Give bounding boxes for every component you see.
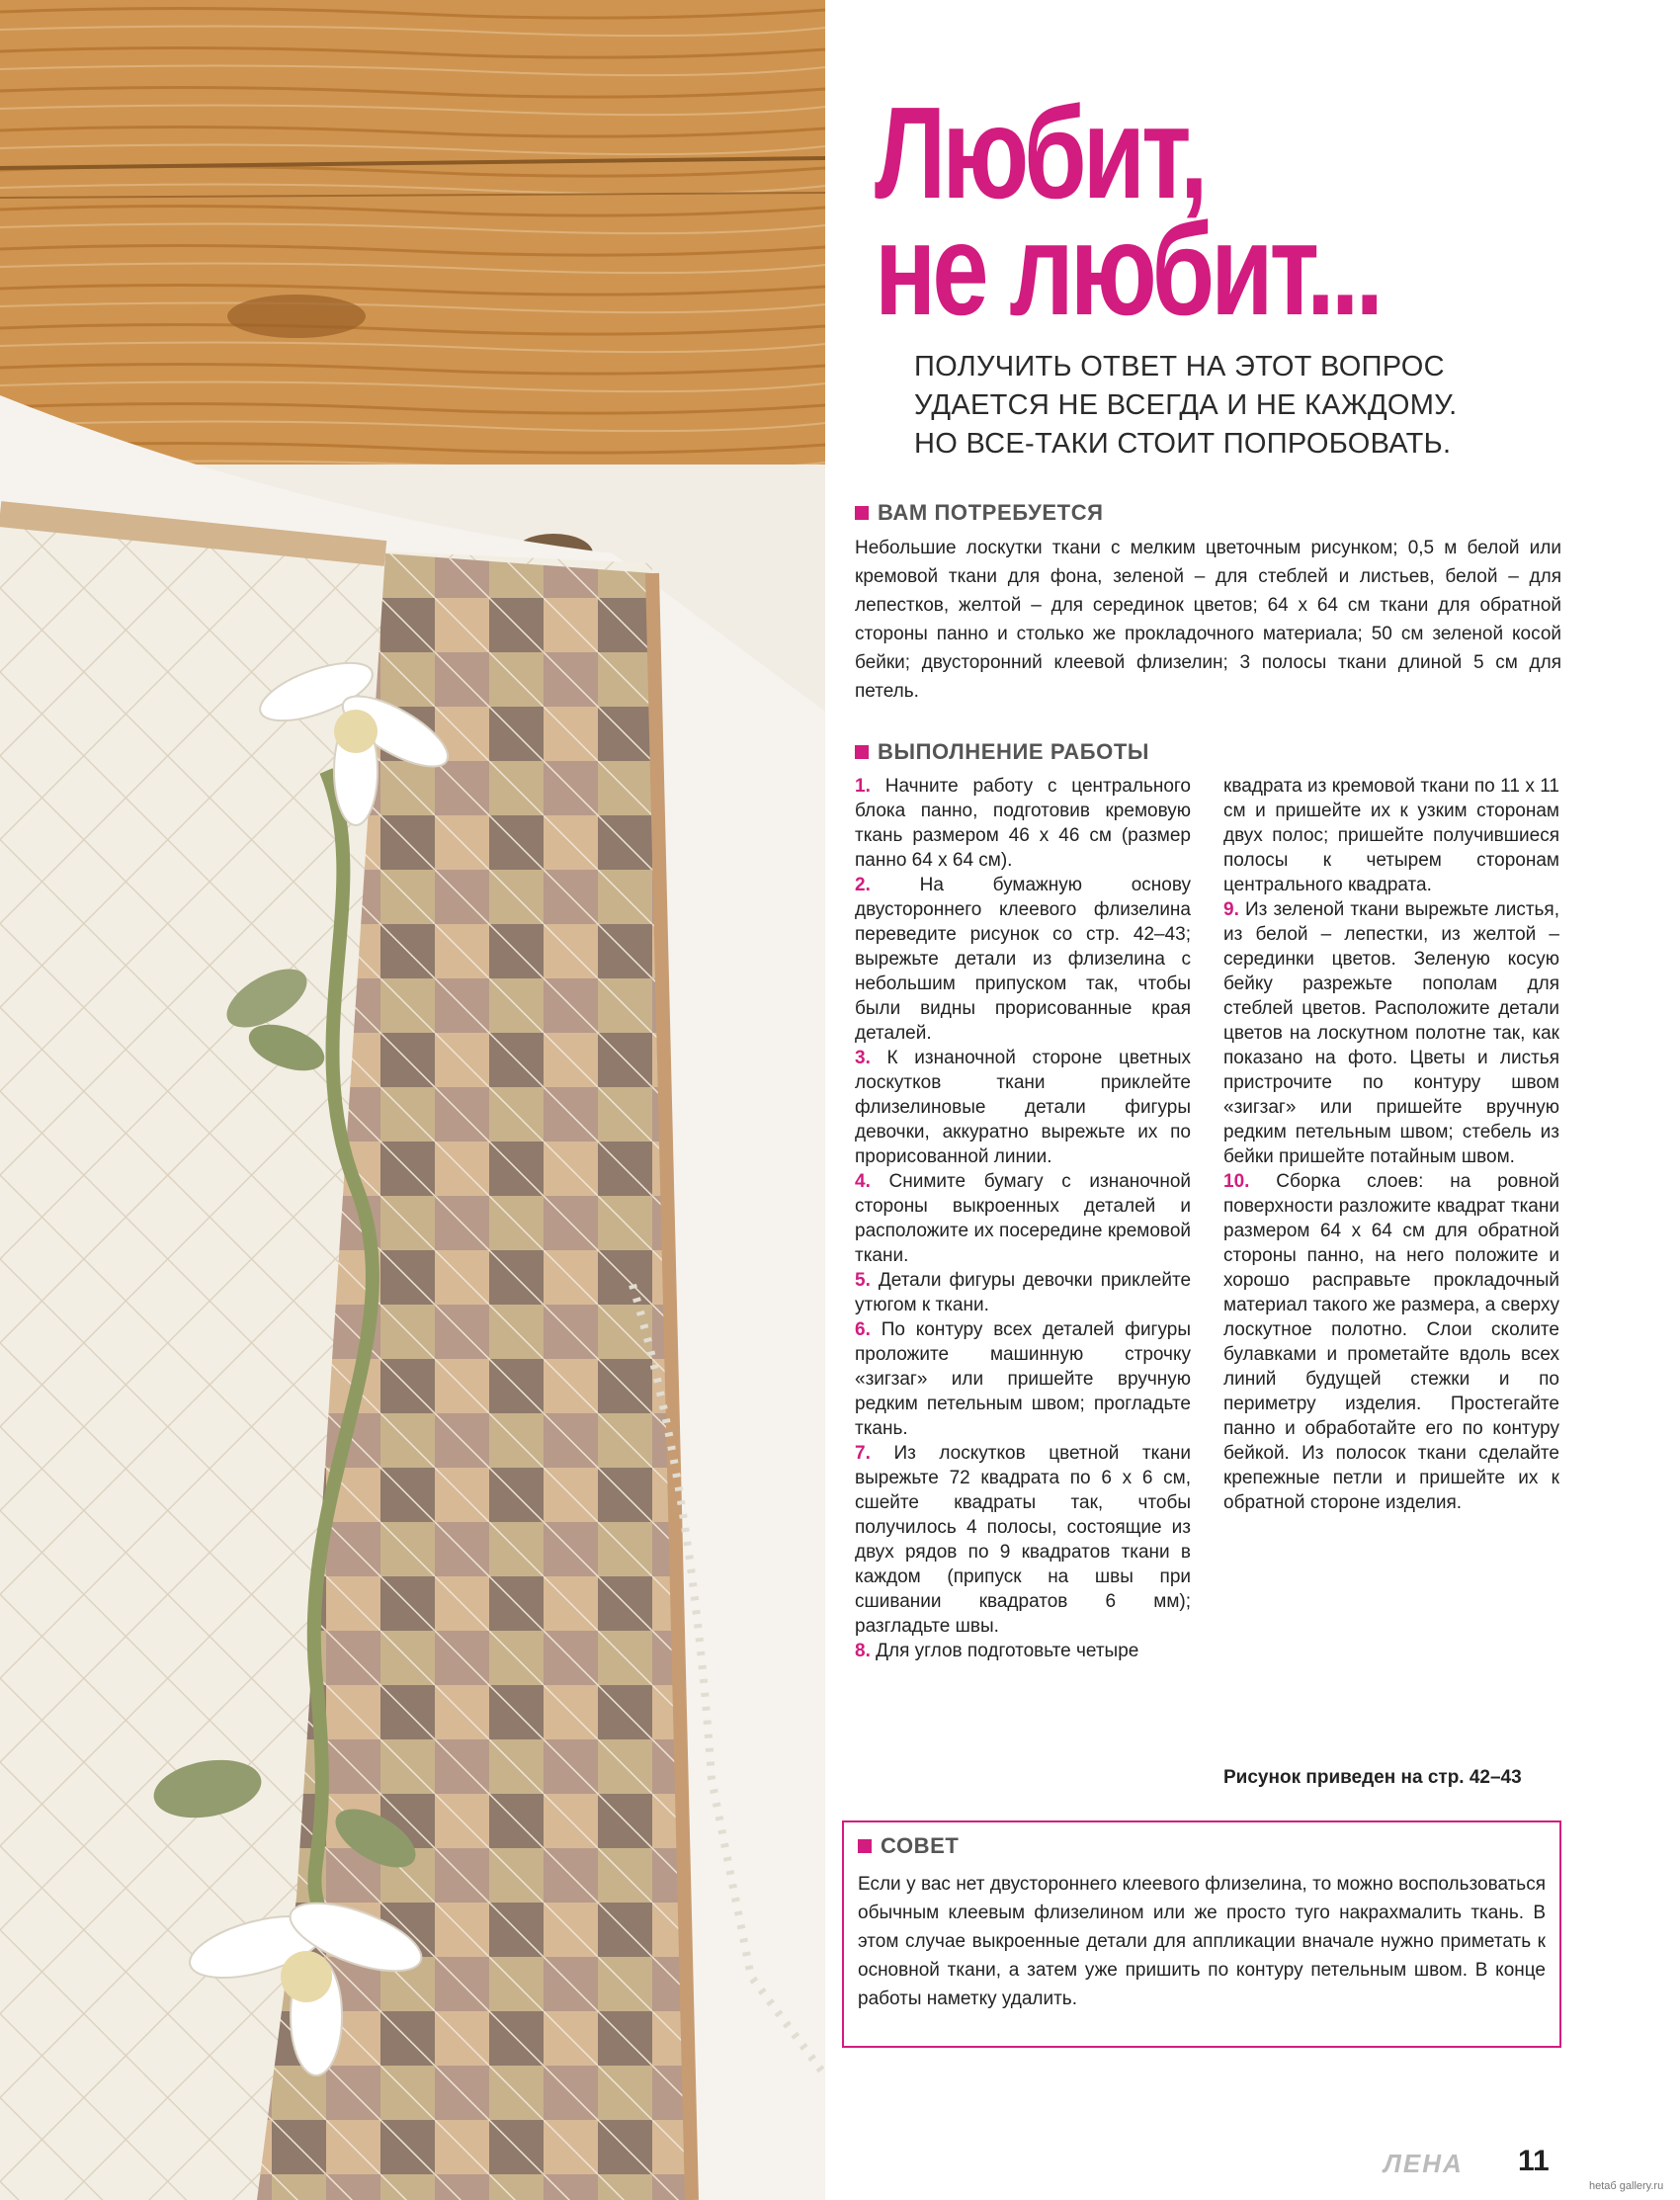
step-text: Сборка слоев: на ровной поверхности разложите квадрат ткани размером 64 х 64 см для обратной стороны панно, на него положите и хорошо расправьте прокладочный материал такого же размера, а сверху лоскутное полотно. Слои сколите булавками и прометайте вдоль всех линий будущей стежки и по периметру изделия. Простегайте панно и обработайте его по контуру бейкой. Из полосок ткани сделайте крепежные петли и пришейте их к обратной стороне изделия.: [1223, 1171, 1560, 1513]
step-text: К изнаночной стороне цветных лоскутков ткани приклейте флизелиновые детали фигуры девочки, аккуратно вырежьте их по прорисованной линии.: [855, 1048, 1191, 1167]
magazine-name: ЛЕНА: [1384, 2149, 1464, 2178]
needs-heading-label: ВАМ ПОТРЕБУЕТСЯ: [878, 500, 1104, 525]
step-number: 5.: [855, 1270, 871, 1291]
step-text: Из зеленой ткани вырежьте листья, из белой – лепестки, из желтой – серединки цветов. Зеленую косую бейку разрежьте пополам для стеблей цветов. Расположите детали цветов на лоскутном полотне так, как показано на фото. Цветы и листья пристрочите по контуру швом «зигзаг» или пришейте вручную редким петельным швом; стебель из бейки пришейте потайным швом.: [1223, 899, 1559, 1167]
step-item: [1223, 1169, 1559, 1515]
step-number: 8.: [855, 1641, 871, 1661]
quilt-photo: [0, 0, 825, 2200]
step-number: 3.: [855, 1048, 871, 1068]
step-item: [855, 1268, 1191, 1317]
square-bullet-icon: [858, 1839, 872, 1853]
pattern-reference-note: Рисунок приведен на стр. 42–43: [1223, 1767, 1522, 1788]
needs-heading: [855, 500, 1104, 526]
work-heading-label: ВЫПОЛНЕНИЕ РАБОТЫ: [878, 739, 1150, 764]
step-item: [855, 1441, 1191, 1639]
step-text: квадрата из кремовой ткани по 11 х 11 см и пришейте их к узким сторонам двух полос; пришейте получившиеся полосы к четырем сторонам центрального квадрата.: [1223, 776, 1559, 895]
page-title: Любит, не любит...: [875, 80, 1381, 342]
instructions-column-right: [1223, 774, 1559, 1515]
step-number: 6.: [855, 1319, 871, 1340]
square-bullet-icon: [855, 745, 869, 759]
step-text: Начните работу с центрального блока панно, подготовив кремовую ткань размером 46 х 46 см (размер панно 64 х 64 см).: [855, 776, 1191, 871]
step-number: 2.: [855, 875, 871, 895]
step-text: По контуру всех деталей фигуры проложите машинную строчку «зигзаг» или пришейте вручную редким петельным швом; прогладьте ткань.: [855, 1319, 1191, 1439]
work-heading: [855, 739, 1149, 765]
step-item: [1223, 897, 1559, 1169]
step-item: [855, 873, 1191, 1046]
tip-text: Если у вас нет двустороннего клеевого флизелина, то можно воспользоваться обычным клеевым флизелином или же просто туго накрахмалить ткань. В этом случае выкроенные детали для аппликации вначале нужно приметать к основной ткани, а затем уже пришить по контуру петельным швом. В конце работы наметку удалить.: [858, 1874, 1546, 2009]
step-item: [855, 1046, 1191, 1169]
step-item: [855, 1639, 1191, 1663]
tip-heading: [858, 1833, 959, 1859]
instructions-column-left: [855, 774, 1191, 1663]
step-number: 4.: [855, 1171, 871, 1192]
step-item: [855, 774, 1191, 873]
step-text: Из лоскутков цветной ткани вырежьте 72 квадрата по 6 х 6 см, сшейте квадраты так, чтобы получилось 4 полосы, состоящие из двух рядов по 9 квадратов ткани в каждом (припуск на швы при сшивании квадратов 6 мм); разгладьте швы.: [855, 1443, 1191, 1637]
step-number: 9.: [1223, 899, 1239, 920]
step-text: Снимите бумагу с изнаночной стороны выкроенных деталей и расположите их посередине кремовой ткани.: [855, 1171, 1191, 1266]
step-number: 1.: [855, 776, 871, 797]
quilt-photo-illustration: [0, 0, 825, 2200]
step-item: [855, 1169, 1191, 1268]
lead-text: ПОЛУЧИТЬ ОТВЕТ НА ЭТОТ ВОПРОС УДАЕТСЯ НЕ ВСЕГДА И НЕ КАЖДОМУ. НО ВСЕ-ТАКИ СТОИТ ПОПРОБОВАТЬ.: [914, 351, 1458, 460]
step-item: [855, 1317, 1191, 1441]
step-text: На бумажную основу двустороннего клеевого флизелина переведите рисунок со стр. 42–43; вырежьте детали из флизелина с небольшим припуском так, чтобы были видны прорисованные края деталей.: [855, 875, 1192, 1044]
step-text: Для углов подготовьте четыре: [876, 1641, 1139, 1661]
step-item: [1223, 774, 1559, 897]
tip-heading-label: СОВЕТ: [881, 1833, 960, 1858]
square-bullet-icon: [855, 506, 869, 520]
watermark-site: hetaб gallery.ru: [1589, 2180, 1664, 2192]
page-number: 11: [1518, 2145, 1550, 2177]
step-number: 10.: [1223, 1171, 1250, 1192]
needs-text: Небольшие лоскутки ткани с мелким цветочным рисунком; 0,5 м белой или кремовой ткани для фона, зеленой – для стеблей и листьев, белой – для лепестков, желтой – для серединок цветов; 64 х 64 см ткани для обратной стороны панно и столько же прокладочного материала; 50 см зеленой косой бейки; двусторонний клеевой флизелин; 3 полосы ткани длиной 5 см для петель.: [855, 538, 1561, 702]
step-text: Детали фигуры девочки приклейте утюгом к ткани.: [855, 1270, 1192, 1315]
step-number: 7.: [855, 1443, 871, 1464]
